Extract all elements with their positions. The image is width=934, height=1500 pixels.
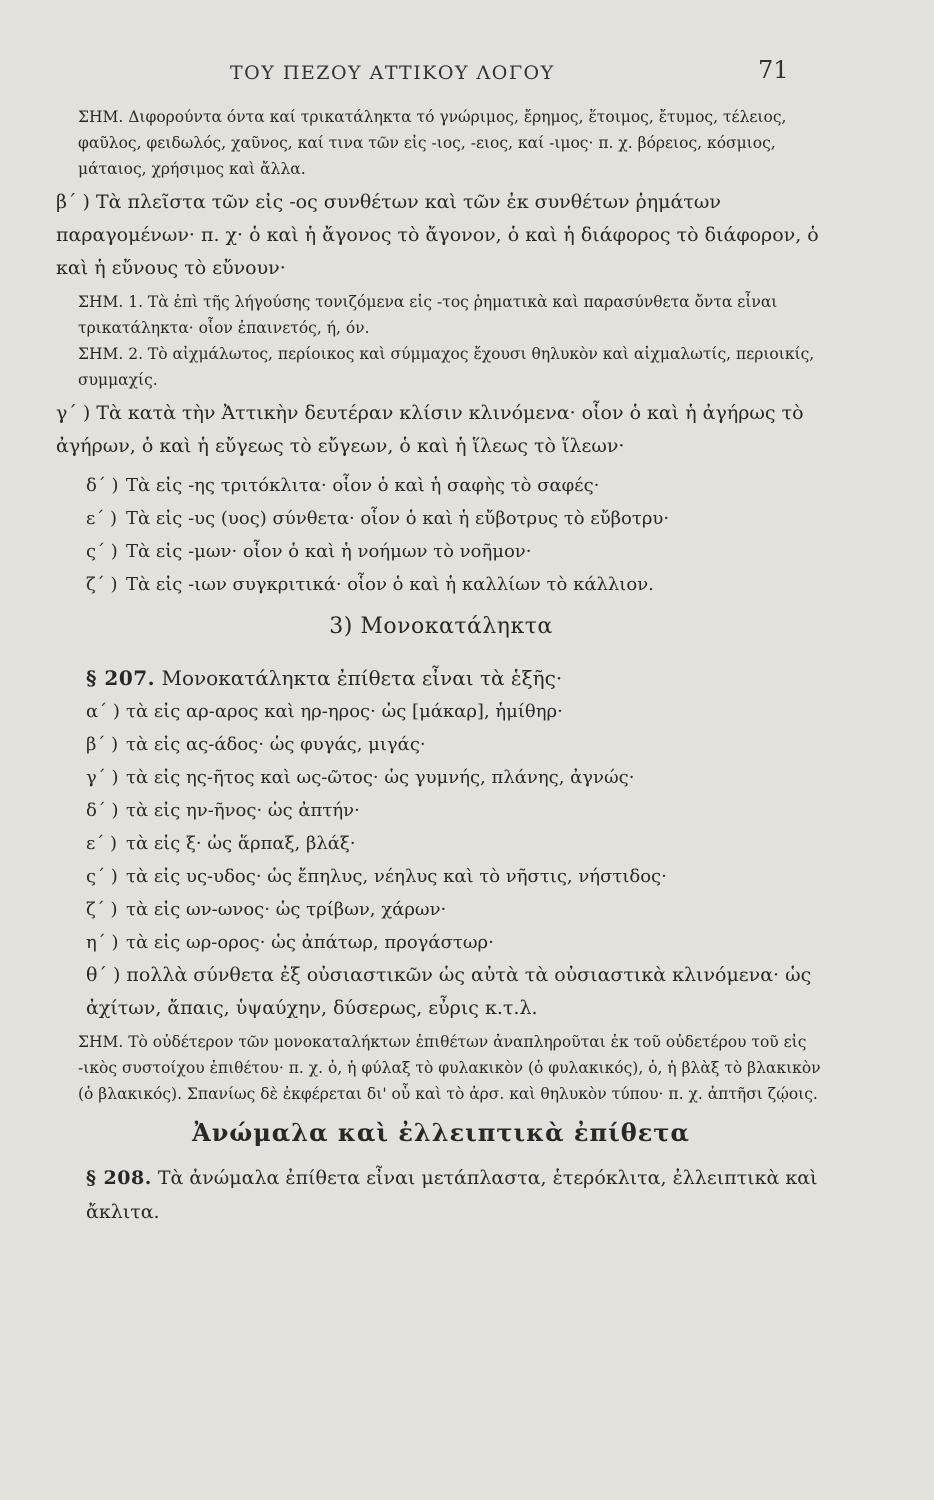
list-item: γ´ ) τὰ εἰς ης-ῆτος καὶ ως-ῶτος· ὡς γυμνής, πλάνης, ἀγνώς· <box>86 767 635 788</box>
page-body <box>56 104 826 1229</box>
list-item: α´ ) τὰ εἰς αρ-αρος καὶ ηρ-ηρος· ὡς [μάκαρ], ἡμίθηρ· <box>86 701 563 722</box>
list-item: ε´ ) Τὰ εἰς -υς (υος) σύνθετα· οἷον ὁ καὶ ἡ εὔβοτρυς τὸ εὔβοτρυ· <box>86 508 670 529</box>
list-item: β´ ) τὰ εἰς ας-άδος· ὡς φυγάς, μιγάς· <box>86 734 426 755</box>
list-item: ζ´ ) τὰ εἰς ων-ωνος· ὡς τρίβων, χάρων· <box>86 899 447 920</box>
page-header <box>0 52 934 92</box>
paragraph-intro: Μονοκατάληκτα ἐπίθετα εἶναι τὰ ἑξῆς· <box>161 666 563 690</box>
paragraph-text: Τὰ ἀνώμαλα ἐπίθετα εἶναι μετάπλαστα, ἑτερόκλιτα, ἐλλειπτικὰ καὶ ἄκλιτα. <box>86 1167 818 1223</box>
paragraph-208 <box>56 1161 826 1229</box>
subsection-gamma: γ´ ) Τὰ κατὰ τὴν Ἀττικὴν δευτέραν κλίσιν κλινόμενα· οἷον ὁ καὶ ἡ ἀγήρως τὸ ἀγήρων, ὁ καὶ ἡ εὔγεως τὸ εὔγεων, ὁ καὶ ἡ ἵλεως τὸ ἵλεων· <box>56 402 804 457</box>
paragraph-number: § 208. <box>86 1167 152 1189</box>
note-paragraph: ΣΗΜ. 2. Τὸ αἰχμάλωτος, περίοικος καὶ σύμμαχος ἔχουσι θηλυκὸν καὶ αἰχμαλωτίς, περιοικίς, συμμαχίς. <box>78 345 815 389</box>
subsection-beta: β´ ) Τὰ πλεῖστα τῶν εἰς -ος συνθέτων καὶ τῶν ἐκ συνθέτων ῥημάτων παραγομένων· π. χ· ὁ καὶ ἡ ἄγονος τὸ ἄγονον, ὁ καὶ ἡ διάφορος τὸ διάφορον, ὁ καὶ ἡ εὔνους τὸ εὔνουν· <box>56 191 819 279</box>
list-continuation <box>56 469 826 601</box>
list-item-theta: θ´ ) πολλὰ σύνθετα ἐξ οὐσιαστικῶν ὡς αὐτὰ τὰ οὐσιαστικὰ κλινόμενα· ὡς ἀχίτων, ἄπαις, ὑψαύχην, δύσερως, εὖρις κ.τ.λ. <box>86 964 812 1019</box>
list-item: ς´ ) Τὰ εἰς -μων· οἷον ὁ καὶ ἡ νοήμων τὸ νοῆμον· <box>86 541 532 562</box>
monokatalekta-list <box>56 695 826 959</box>
note-paragraph: ΣΗΜ. Διφορούντα όντα καί τρικατάληκτα τό γνώριμος, ἔρημος, ἕτοιμος, ἔτυμος, τέλειος, φαῦλος, φειδωλός, χαῦνος, καί τινα τῶν εἰς -ιος, -ειος, καί -ιμος· π. χ. βόρειος, κόσμιος, μάταιος, χρήσιμος καὶ ἄλλα. <box>78 108 787 178</box>
list-item: δ´ ) Τὰ εἰς -ης τριτόκλιτα· οἷον ὁ καὶ ἡ σαφὴς τὸ σαφές· <box>86 475 600 496</box>
list-item: ζ´ ) Τὰ εἰς -ιων συγκριτικά· οἷον ὁ καὶ ἡ καλλίων τὸ κάλλιον. <box>86 574 654 595</box>
list-item: ε´ ) τὰ εἰς ξ· ὡς ἅρπαξ, βλάξ· <box>86 833 356 854</box>
paragraph-number: § 207. <box>86 666 156 690</box>
list-item: δ´ ) τὰ εἰς ην-ῆνος· ὡς ἀπτήν· <box>86 800 360 821</box>
list-item: ς´ ) τὰ εἰς υς-υδος· ὡς ἔπηλυς, νέηλυς καὶ τὸ νῆστις, νήστιδος· <box>86 866 667 887</box>
note-paragraph: ΣΗΜ. Τὸ οὐδέτερον τῶν μονοκαταλήκτων ἐπιθέτων ἀναπληροῦται ἐκ τοῦ οὐδετέρου τοῦ εἰς -ικὸς συστοίχου ἐπιθέτου· π. χ. ὁ, ἡ φύλαξ τὸ φυλακικὸν (ὁ φυλακικός), ὁ, ἡ βλὰξ τὸ βλακικὸν (ὁ βλακικός). Σπανίως δὲ ἐκφέρεται δι' οὗ καὶ τὸ ἀρσ. καὶ θηλυκὸν τύπου· π. χ. ἀπτῆσι ζῴοις. <box>78 1033 821 1103</box>
list-item: η´ ) τὰ εἰς ωρ-ορος· ὡς ἀπάτωρ, προγάστωρ· <box>86 932 494 953</box>
running-head: ΤΟΥ ΠΕΖΟΥ ΑΤΤΙΚΟΥ ΛΟΓΟΥ <box>230 62 555 84</box>
paragraph-207 <box>56 661 826 695</box>
section-heading: Ἀνώμαλα καὶ ἐλλειπτικὰ ἐπίθετα <box>192 1118 690 1147</box>
note-paragraph: ΣΗΜ. 1. Τὰ ἐπὶ τῆς λήγούσης τονιζόμενα εἰς -τος ῥηματικὰ καὶ παρασύνθετα ὄντα εἶναι τρικατάληκτα· οἷον ἐπαινετός, ή, όν. <box>78 293 778 337</box>
section-title: 3) Μονοκατάληκτα <box>329 614 553 639</box>
page-number: 71 <box>758 56 789 84</box>
